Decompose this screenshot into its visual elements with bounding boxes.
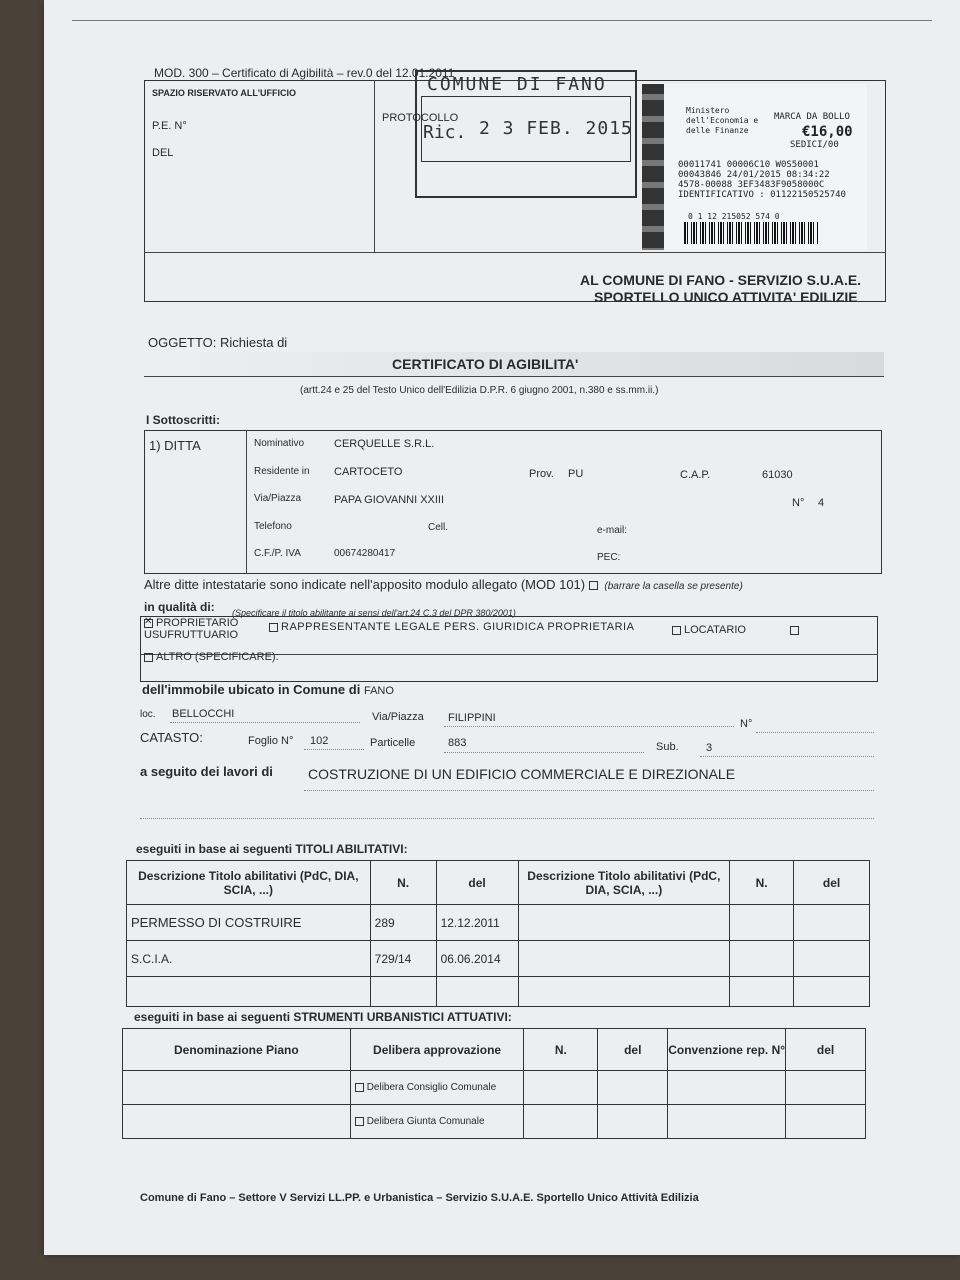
- altre-ditte-checkbox[interactable]: [589, 581, 598, 590]
- foglio-value: 102: [310, 735, 329, 747]
- protocollo-label: PROTOCOLLO: [382, 112, 459, 124]
- strumenti-header-delibera: Delibera approvazione: [350, 1029, 524, 1071]
- loc-label: loc.: [140, 709, 156, 720]
- immobile-via-label: Via/Piazza: [372, 711, 424, 723]
- strumenti-header-convenzione: Convenzione rep. N°: [668, 1029, 786, 1071]
- top-rule: [72, 20, 932, 21]
- oggetto-label: OGGETTO: Richiesta di: [148, 335, 288, 350]
- proprietario-checkbox[interactable]: [144, 619, 153, 628]
- ditta-label: 1) DITTA: [149, 438, 201, 453]
- strumenti-header-del-2: del: [786, 1029, 866, 1071]
- lavori-value: COSTRUZIONE DI UN EDIFICIO COMMERCIALE E DIREZIONALE: [308, 766, 736, 782]
- barcode-number: 0 1 12 215052 574 0: [688, 212, 780, 221]
- titoli-header-del: del: [436, 861, 518, 905]
- altre-ditte-note: (barrare la casella se presente): [604, 581, 743, 592]
- qualita-label: in qualità di:: [144, 600, 215, 614]
- cell-label: Cell.: [428, 522, 449, 533]
- mod-line: MOD. 300 – Certificato di Agibilità – rev.0 del 12.01.2011: [154, 66, 455, 80]
- titoli-table: [126, 860, 870, 1007]
- cf-value: 00674280417: [334, 548, 396, 559]
- stamp-title: COMUNE DI FANO: [427, 74, 607, 95]
- stamp-amount-words: SEDICI/00: [790, 140, 839, 150]
- stamp-amount: €16,00: [802, 124, 853, 140]
- prov-value: PU: [568, 468, 584, 480]
- titoli-header-n-2: N.: [730, 861, 794, 905]
- via-value: PAPA GIOVANNI XXIII: [334, 494, 445, 506]
- strumenti-header-n: N.: [524, 1029, 598, 1071]
- strumenti-label: eseguiti in base ai seguenti STRUMENTI URBANISTICI ATTUATIVI:: [134, 1010, 512, 1024]
- altre-ditte: [144, 577, 743, 592]
- table-row: PERMESSO DI COSTRUIRE 289 12.12.2011: [127, 905, 870, 941]
- strumenti-table: [122, 1028, 866, 1139]
- lavori-label: a seguito dei lavori di: [140, 764, 273, 779]
- pe-label: P.E. N°: [152, 120, 187, 132]
- catasto-label: CATASTO:: [140, 730, 203, 745]
- cap-value: 61030: [762, 469, 793, 481]
- n-label: N°: [792, 497, 805, 509]
- titoli-header-n: N.: [370, 861, 436, 905]
- particelle-value: 883: [448, 737, 467, 749]
- loc-value: BELLOCCHI: [172, 708, 235, 720]
- document-page: [44, 0, 960, 1255]
- residente-label: Residente in: [254, 466, 310, 477]
- titoli-header-desc-2: Descrizione Titolo abilitativi (PdC, DIA, SCIA, ...): [518, 861, 730, 905]
- barcode: [684, 222, 819, 244]
- address-line-1: AL COMUNE DI FANO - SERVIZIO S.U.A.E.: [580, 272, 862, 288]
- prov-label: Prov.: [529, 468, 554, 480]
- altre-ditte-text: Altre ditte intestatarie sono indicate nell'apposito modulo allegato (MOD 101): [144, 577, 586, 592]
- titoli-header-del-2: del: [794, 861, 870, 905]
- opt-proprietario[interactable]: ✕PROPRIETARIO: [144, 617, 238, 629]
- document-title: CERTIFICATO DI AGIBILITA': [392, 356, 579, 372]
- table-row: [123, 1071, 866, 1105]
- comune-value: FANO: [363, 685, 394, 697]
- stamp-ric: Ric.: [423, 122, 467, 143]
- qualita-note: (Specificare il titolo abilitante ai sensi dell'art.24 C.3 del DPR 380/2001): [232, 608, 516, 618]
- telefono-label: Telefono: [254, 521, 292, 532]
- locatario-checkbox[interactable]: [672, 626, 681, 635]
- via-label: Via/Piazza: [254, 493, 302, 504]
- opt-altro[interactable]: ALTRO (SPECIFICARE):: [144, 651, 279, 663]
- strumenti-header-del: del: [598, 1029, 668, 1071]
- address-line-2: SPORTELLO UNICO ATTIVITA' EDILIZIE: [594, 289, 858, 305]
- stamp-code-4: IDENTIFICATIVO : 01122150525740: [678, 190, 846, 200]
- cf-label: C.F./P. IVA: [254, 548, 301, 559]
- office-divider: [374, 80, 375, 252]
- opt-extra[interactable]: [790, 624, 802, 636]
- strumenti-header-row: [123, 1029, 866, 1071]
- delibera-consiglio-option[interactable]: Delibera Consiglio Comunale: [350, 1071, 524, 1105]
- table-row: [123, 1105, 866, 1139]
- opt-locatario[interactable]: LOCATARIO: [672, 624, 746, 636]
- table-row: S.C.I.A. 729/14 06.06.2014: [127, 941, 870, 977]
- cap-label: C.A.P.: [680, 469, 711, 481]
- delibera-giunta-option[interactable]: Delibera Giunta Comunale: [350, 1105, 524, 1139]
- stamp-code-3: 4578-00088 3EF3483F9058000C: [678, 180, 825, 190]
- revenue-stamp: [642, 84, 867, 250]
- pec-label: PEC:: [597, 552, 621, 563]
- hologram-strip: [642, 84, 664, 250]
- page-footer: Comune di Fano – Settore V Servizi LL.PP. e Urbanistica – Servizio S.U.A.E. Sportello Unico Attività Edilizia: [140, 1192, 699, 1204]
- n-value: 4: [818, 497, 825, 509]
- del-label: DEL: [152, 147, 174, 159]
- document-subtitle: (artt.24 e 25 del Testo Unico dell'Edilizia D.P.R. 6 giugno 2001, n.380 e ss.mm.ii.): [300, 385, 659, 396]
- titoli-header-row: [127, 861, 870, 905]
- nominativo-label: Nominativo: [254, 438, 305, 449]
- titoli-header-desc: Descrizione Titolo abilitativi (PdC, DIA, SCIA, ...): [127, 861, 371, 905]
- immobile-n-label: N°: [740, 718, 753, 730]
- altro-checkbox[interactable]: [144, 653, 153, 662]
- office-hline: [144, 252, 886, 253]
- immobile-via-value: FILIPPINI: [448, 712, 496, 724]
- extra-checkbox[interactable]: [790, 626, 799, 635]
- email-label: e-mail:: [597, 525, 628, 536]
- rappresentante-checkbox[interactable]: [269, 623, 278, 632]
- titoli-label: eseguiti in base ai seguenti TITOLI ABILITATIVI:: [136, 842, 408, 856]
- particelle-label: Particelle: [370, 737, 416, 749]
- delibera-giunta-checkbox[interactable]: [355, 1117, 364, 1126]
- sottoscritti-label: I Sottoscritti:: [146, 413, 220, 427]
- protocol-stamp: [415, 70, 637, 198]
- reserved-label: SPAZIO RISERVATO ALL'UFFICIO: [152, 88, 296, 98]
- delibera-consiglio-checkbox[interactable]: [355, 1083, 364, 1092]
- stamp-date: 2 3 FEB. 2015: [479, 118, 633, 139]
- opt-usufruttuario: USUFRUTTUARIO: [144, 629, 239, 641]
- opt-rappresentante[interactable]: RAPPRESENTANTE LEGALE PERS. GIURIDICA PROPRIETARIA: [269, 621, 634, 633]
- ministry-text: Ministero dell'Economia e delle Finanze: [686, 106, 759, 135]
- strumenti-header-piano: Denominazione Piano: [123, 1029, 351, 1071]
- sub-label: Sub.: [656, 741, 679, 753]
- immobile-label: dell'immobile ubicato in Comune di FANO: [142, 682, 394, 697]
- sub-value: 3: [706, 742, 713, 754]
- stamp-type: MARCA DA BOLLO: [774, 112, 850, 122]
- foglio-label: Foglio N°: [248, 735, 294, 747]
- stamp-code-2: 00043846 24/01/2015 08:34:22: [678, 170, 830, 180]
- nominativo-value: CERQUELLE S.R.L.: [334, 438, 435, 450]
- table-row: [127, 977, 870, 1007]
- stamp-code-1: 00011741 00006C10 W0S50001: [678, 160, 819, 170]
- residente-value: CARTOCETO: [334, 466, 403, 478]
